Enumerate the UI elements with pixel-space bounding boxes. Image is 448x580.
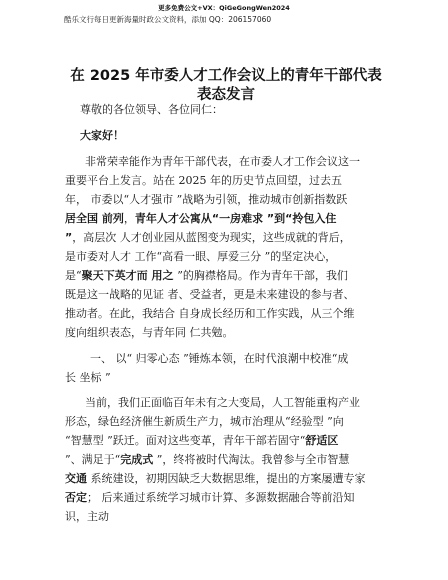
text-run: ”、满足于“ bbox=[65, 453, 121, 466]
body-line bbox=[65, 174, 342, 188]
body-line bbox=[65, 453, 349, 467]
text-run: 是市委对人才 工作“高看一眼、厚爱三分 ”的坚定决心， bbox=[65, 250, 337, 263]
section-heading-line bbox=[90, 352, 348, 366]
text-run: ； 后来通过系统学习城市计算、多源数据融合等前沿知 bbox=[87, 491, 355, 504]
notice-line: 酷乐文行每日更新海量时政公文资料，添加 QQ：206157060 bbox=[64, 15, 272, 24]
document-title-line-2: 表态发言 bbox=[197, 87, 255, 103]
text-run: ”，终将被时代淘汰。我曾参与全市智慧 bbox=[153, 453, 350, 466]
section-heading-line bbox=[65, 371, 111, 385]
bold-run: 完成式 bbox=[120, 453, 154, 466]
body-line bbox=[65, 326, 234, 340]
text-run: 是“ bbox=[65, 269, 82, 282]
promo-banner: 更多免费公文+VX：QiGeGongWen2024 bbox=[158, 4, 290, 12]
body-line bbox=[65, 231, 351, 245]
bold-run: 交通 bbox=[65, 472, 87, 485]
body-line bbox=[85, 396, 360, 410]
text-run: 年， 市委以“人才强市 ”战略为引领，推动城市创新指数跃 bbox=[65, 193, 348, 206]
text-run: ， bbox=[123, 212, 135, 225]
text-run: 非常荣幸能作为青年干部代表，在市委人才工作会议这一 bbox=[85, 155, 360, 168]
text-run: “智慧型 ”跃迁。面对这些变革，青年干部若固守“ bbox=[65, 434, 306, 447]
text-run: 系统建设，初期因缺乏大数据思维，提出的方案屡遭专家 bbox=[87, 472, 366, 485]
text-run: 既是这一战略的见证 者、受益者，更是未来建设的参与者、 bbox=[65, 288, 355, 301]
text-run: ，高层次 人才创业园从蓝图变为现实，这些成就的背后， bbox=[72, 231, 351, 244]
bold-run: 居全国 前列 bbox=[65, 212, 124, 225]
body-line bbox=[65, 510, 109, 524]
bold-run: 否定 bbox=[65, 491, 87, 504]
text-run: 形态，绿色经济催生新质生产力，城市治理从“经验型 ”向 bbox=[65, 415, 344, 428]
text-run: 一、 以“ 归零心态 ”锤炼本领，在时代浪潮中校准“成 bbox=[90, 352, 349, 365]
body-line bbox=[65, 434, 338, 448]
body-line bbox=[65, 250, 336, 264]
body-line bbox=[65, 307, 355, 321]
body-line bbox=[65, 491, 355, 505]
salutation: 尊敬的各位领导、各位同仁： bbox=[80, 103, 223, 116]
text-run: 推动者。在此，我结合 自身成长经历和工作实践，从三个维 bbox=[65, 307, 355, 320]
document-title-line-1: 在 2025 年市委人才工作会议上的青年干部代表 bbox=[70, 68, 382, 84]
text-run: 识，主动 bbox=[65, 510, 109, 523]
body-line bbox=[65, 193, 347, 207]
bold-run: 青年人才公寓从“一房难求 ”到“拎包入住 bbox=[134, 212, 337, 225]
body-line bbox=[65, 269, 348, 283]
body-line bbox=[65, 288, 355, 302]
greeting: 大家好！ bbox=[80, 129, 124, 142]
body-line bbox=[65, 415, 344, 429]
text-run: ”的胸襟格局。作为青年干部，我们 bbox=[177, 269, 348, 282]
text-run: 长 坐标 ” bbox=[65, 371, 111, 384]
bold-run: 舒适区 bbox=[305, 434, 339, 447]
bold-run: ” bbox=[65, 231, 73, 244]
text-run: 重要平台上发言。站在 2025 年的历史节点回望，过去五 bbox=[65, 174, 342, 187]
text-run: 当前，我们正面临百年未有之大变局，人工智能重构产业 bbox=[85, 396, 360, 409]
body-line bbox=[65, 212, 336, 226]
text-run: 度向组织表态，与青年同 仁共勉。 bbox=[65, 326, 234, 339]
bold-run: 聚天下英才而 用之 bbox=[81, 269, 178, 282]
body-line bbox=[65, 472, 366, 486]
body-line bbox=[85, 155, 360, 169]
